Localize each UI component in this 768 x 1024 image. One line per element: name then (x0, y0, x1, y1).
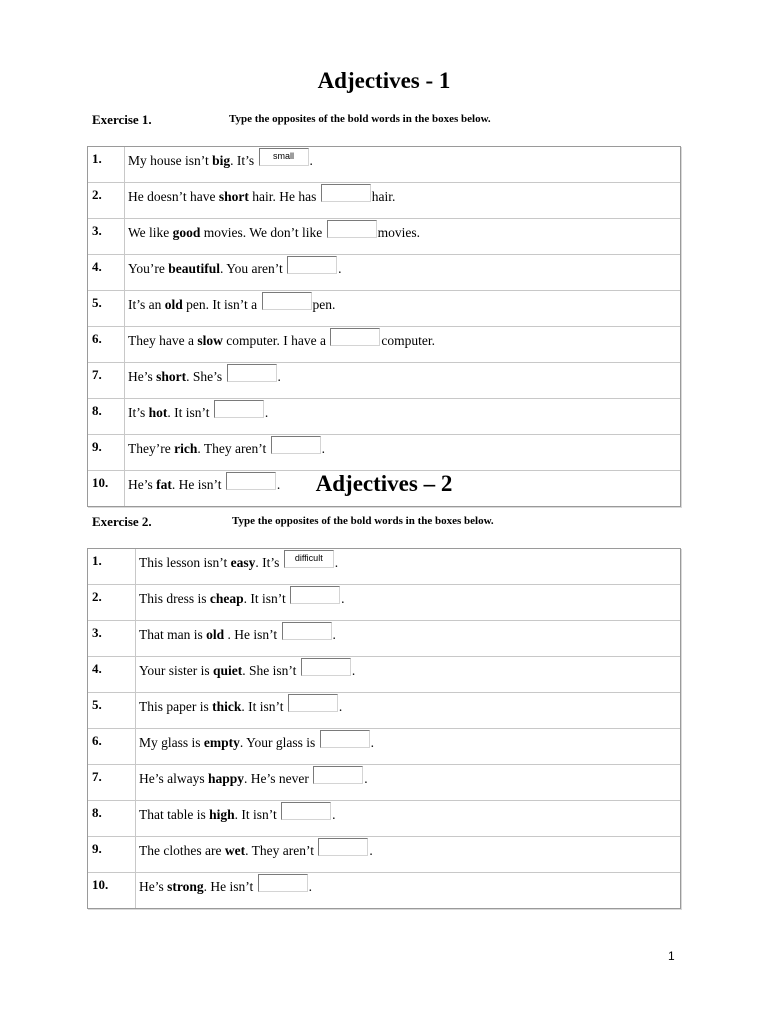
question-number: 9. (88, 435, 125, 471)
sentence-text: . (308, 879, 313, 894)
sentence-text: My glass is (139, 735, 204, 750)
sentence-text: . It isn’t (167, 405, 213, 420)
sentence-text: hair. He has (248, 189, 320, 204)
question-sentence (125, 327, 680, 363)
sentence-text: hair. (371, 189, 396, 204)
answer-input[interactable] (327, 220, 377, 238)
sentence-text: . (338, 699, 343, 714)
exercise-label: Exercise 1. (92, 112, 152, 127)
question-sentence (125, 255, 680, 291)
bold-word: quiet (213, 663, 243, 678)
question-sentence (136, 729, 680, 765)
sentence-text: movies. (377, 225, 420, 240)
question-number: 6. (88, 327, 125, 363)
exercise-table (87, 548, 681, 909)
question-number: 3. (88, 219, 125, 255)
sentence-text: . (276, 477, 281, 492)
sentence-text: . (309, 153, 313, 168)
section-title: Adjectives - 1 (317, 68, 451, 93)
question-number: 10. (88, 471, 125, 506)
question-sentence (136, 801, 680, 837)
bold-word: hot (148, 405, 168, 420)
answer-input[interactable] (271, 436, 321, 454)
sentence-text: . She isn’t (242, 663, 300, 678)
exercise-row (88, 873, 680, 908)
sentence-text: . They aren’t (245, 843, 318, 858)
sentence-text: This paper is (139, 699, 213, 714)
sentence-text: . (332, 627, 336, 642)
question-number: 2. (88, 183, 125, 219)
exercise-row (88, 363, 680, 399)
bold-word: happy (207, 771, 245, 786)
bold-word: old (164, 297, 183, 312)
question-sentence (136, 549, 680, 585)
sentence-text: . (364, 771, 368, 786)
question-number: 4. (88, 255, 125, 291)
sentence-text: They’re (128, 441, 175, 456)
bold-word: rich (174, 441, 198, 456)
bold-word: good (172, 225, 201, 240)
sentence-text: . It’s (230, 153, 258, 168)
sentence-text: pen. (312, 297, 336, 312)
sentence-text: . She’s (186, 369, 226, 384)
answer-input[interactable]: small (259, 148, 309, 166)
sentence-text: . You aren’t (220, 261, 287, 276)
sentence-text: . He isn’t (224, 627, 281, 642)
question-sentence (136, 693, 680, 729)
answer-input[interactable] (287, 256, 337, 274)
exercise-row (88, 435, 680, 471)
question-number: 6. (88, 729, 136, 765)
exercise-row (88, 327, 680, 363)
sentence-text: He doesn’t have (128, 189, 219, 204)
bold-word: fat (156, 477, 172, 492)
sentence-text: Your sister is (139, 663, 214, 678)
sentence-text: . Your glass is (239, 735, 319, 750)
sentence-text: . (369, 843, 373, 858)
answer-input[interactable] (313, 766, 363, 784)
sentence-text: That man is (139, 627, 207, 642)
sentence-text: He’s always (139, 771, 208, 786)
sentence-text: He’s (128, 477, 157, 492)
sentence-text: . They aren’t (197, 441, 270, 456)
exercise-instruction: Type the opposites of the bold words in the boxes below. (232, 515, 494, 527)
sentence-text: . He’s never (244, 771, 313, 786)
bold-word: short (218, 189, 249, 204)
sentence-text: . (341, 591, 345, 606)
exercise-row (88, 219, 680, 255)
answer-input[interactable] (301, 658, 351, 676)
exercise-row (88, 291, 680, 327)
bold-word: thick (212, 699, 242, 714)
sentence-text: . (264, 405, 269, 420)
question-sentence (125, 435, 680, 471)
sentence-text: movies. We don’t like (200, 225, 326, 240)
answer-input[interactable] (281, 802, 331, 820)
question-number: 10. (88, 873, 136, 908)
answer-input[interactable] (262, 292, 312, 310)
sentence-text: It’s (128, 405, 149, 420)
sentence-text: This dress is (139, 591, 210, 606)
bold-word: beautiful (168, 261, 221, 276)
answer-input[interactable] (290, 586, 340, 604)
question-sentence (136, 657, 680, 693)
bold-word: big (212, 153, 231, 168)
sentence-text: computer. (381, 333, 435, 348)
exercise-row (88, 765, 680, 801)
exercise-row (88, 255, 680, 291)
question-sentence (136, 837, 680, 873)
bold-word: slow (197, 333, 223, 348)
sentence-text: . It’s (255, 555, 283, 570)
sentence-text: . (332, 807, 336, 822)
answer-input[interactable] (320, 730, 370, 748)
sentence-text: It’s an (128, 297, 165, 312)
answer-input[interactable] (227, 364, 277, 382)
question-sentence (125, 219, 680, 255)
answer-input[interactable] (318, 838, 368, 856)
exercise-row (88, 183, 680, 219)
question-sentence (125, 399, 680, 435)
sentence-text: . It isn’t (243, 591, 290, 606)
exercise-row (88, 399, 680, 435)
question-sentence (136, 585, 680, 621)
answer-input[interactable] (214, 400, 264, 418)
question-sentence (136, 765, 680, 801)
question-sentence (136, 621, 680, 657)
answer-input[interactable] (258, 874, 308, 892)
page-number: 1 (668, 949, 675, 963)
sentence-text: We like (128, 225, 173, 240)
bold-word: short (156, 369, 187, 384)
bold-word: high (209, 807, 235, 822)
exercise-label: Exercise 2. (92, 514, 152, 529)
answer-input[interactable] (330, 328, 380, 346)
bold-word: empty (203, 735, 240, 750)
sentence-text: . (277, 369, 281, 384)
question-sentence (125, 291, 680, 327)
exercise-row (88, 801, 680, 837)
bold-word: cheap (209, 591, 244, 606)
sentence-text: That table is (139, 807, 210, 822)
sentence-text: computer. I have a (222, 333, 330, 348)
bold-word: strong (167, 879, 204, 894)
question-sentence (125, 183, 680, 219)
exercise-row (88, 147, 680, 183)
sentence-text: . (351, 663, 356, 678)
answer-input[interactable] (282, 622, 332, 640)
exercise-row (88, 657, 680, 693)
bold-word: easy (230, 555, 256, 570)
sentence-text: pen. It isn’t a (182, 297, 261, 312)
question-number: 2. (88, 585, 136, 621)
sentence-text: He’s (128, 369, 157, 384)
sentence-text: . It isn’t (241, 699, 287, 714)
sentence-text: This lesson isn’t (139, 555, 231, 570)
sentence-text: . (338, 261, 342, 276)
answer-input[interactable] (288, 694, 338, 712)
sentence-text: . He isn’t (203, 879, 257, 894)
sentence-text: . It isn’t (234, 807, 281, 822)
question-number: 1. (88, 549, 136, 585)
exercise-row (88, 549, 680, 585)
exercise-row (88, 837, 680, 873)
question-number: 1. (88, 147, 125, 183)
question-number: 7. (88, 363, 125, 399)
exercise-row (88, 729, 680, 765)
exercise-row (88, 621, 680, 657)
exercise-table (87, 146, 681, 507)
question-number: 8. (88, 399, 125, 435)
exercise-row (88, 585, 680, 621)
sentence-text: My house isn’t (128, 153, 213, 168)
question-number: 3. (88, 621, 136, 657)
sentence-text: He’s (139, 879, 168, 894)
question-sentence (125, 147, 680, 183)
sentence-text: . He isn’t (171, 477, 225, 492)
sentence-text: . (370, 735, 375, 750)
question-number: 5. (88, 291, 125, 327)
question-number: 9. (88, 837, 136, 873)
question-sentence (125, 363, 680, 399)
bold-word: old (206, 627, 225, 642)
question-number: 5. (88, 693, 136, 729)
sentence-text: They have a (128, 333, 198, 348)
bold-word: wet (224, 843, 246, 858)
sentence-text: You’re (128, 261, 169, 276)
sentence-text: . (334, 555, 339, 570)
question-sentence (136, 873, 680, 908)
answer-input[interactable]: difficult (284, 550, 334, 568)
answer-input[interactable] (321, 184, 371, 202)
exercise-instruction: Type the opposites of the bold words in the boxes below. (229, 113, 491, 125)
question-number: 4. (88, 657, 136, 693)
sentence-text: The clothes are (139, 843, 225, 858)
question-number: 8. (88, 801, 136, 837)
exercise-row (88, 693, 680, 729)
section-title: Adjectives – 2 (315, 471, 453, 496)
question-number: 7. (88, 765, 136, 801)
sentence-text: . (321, 441, 325, 456)
